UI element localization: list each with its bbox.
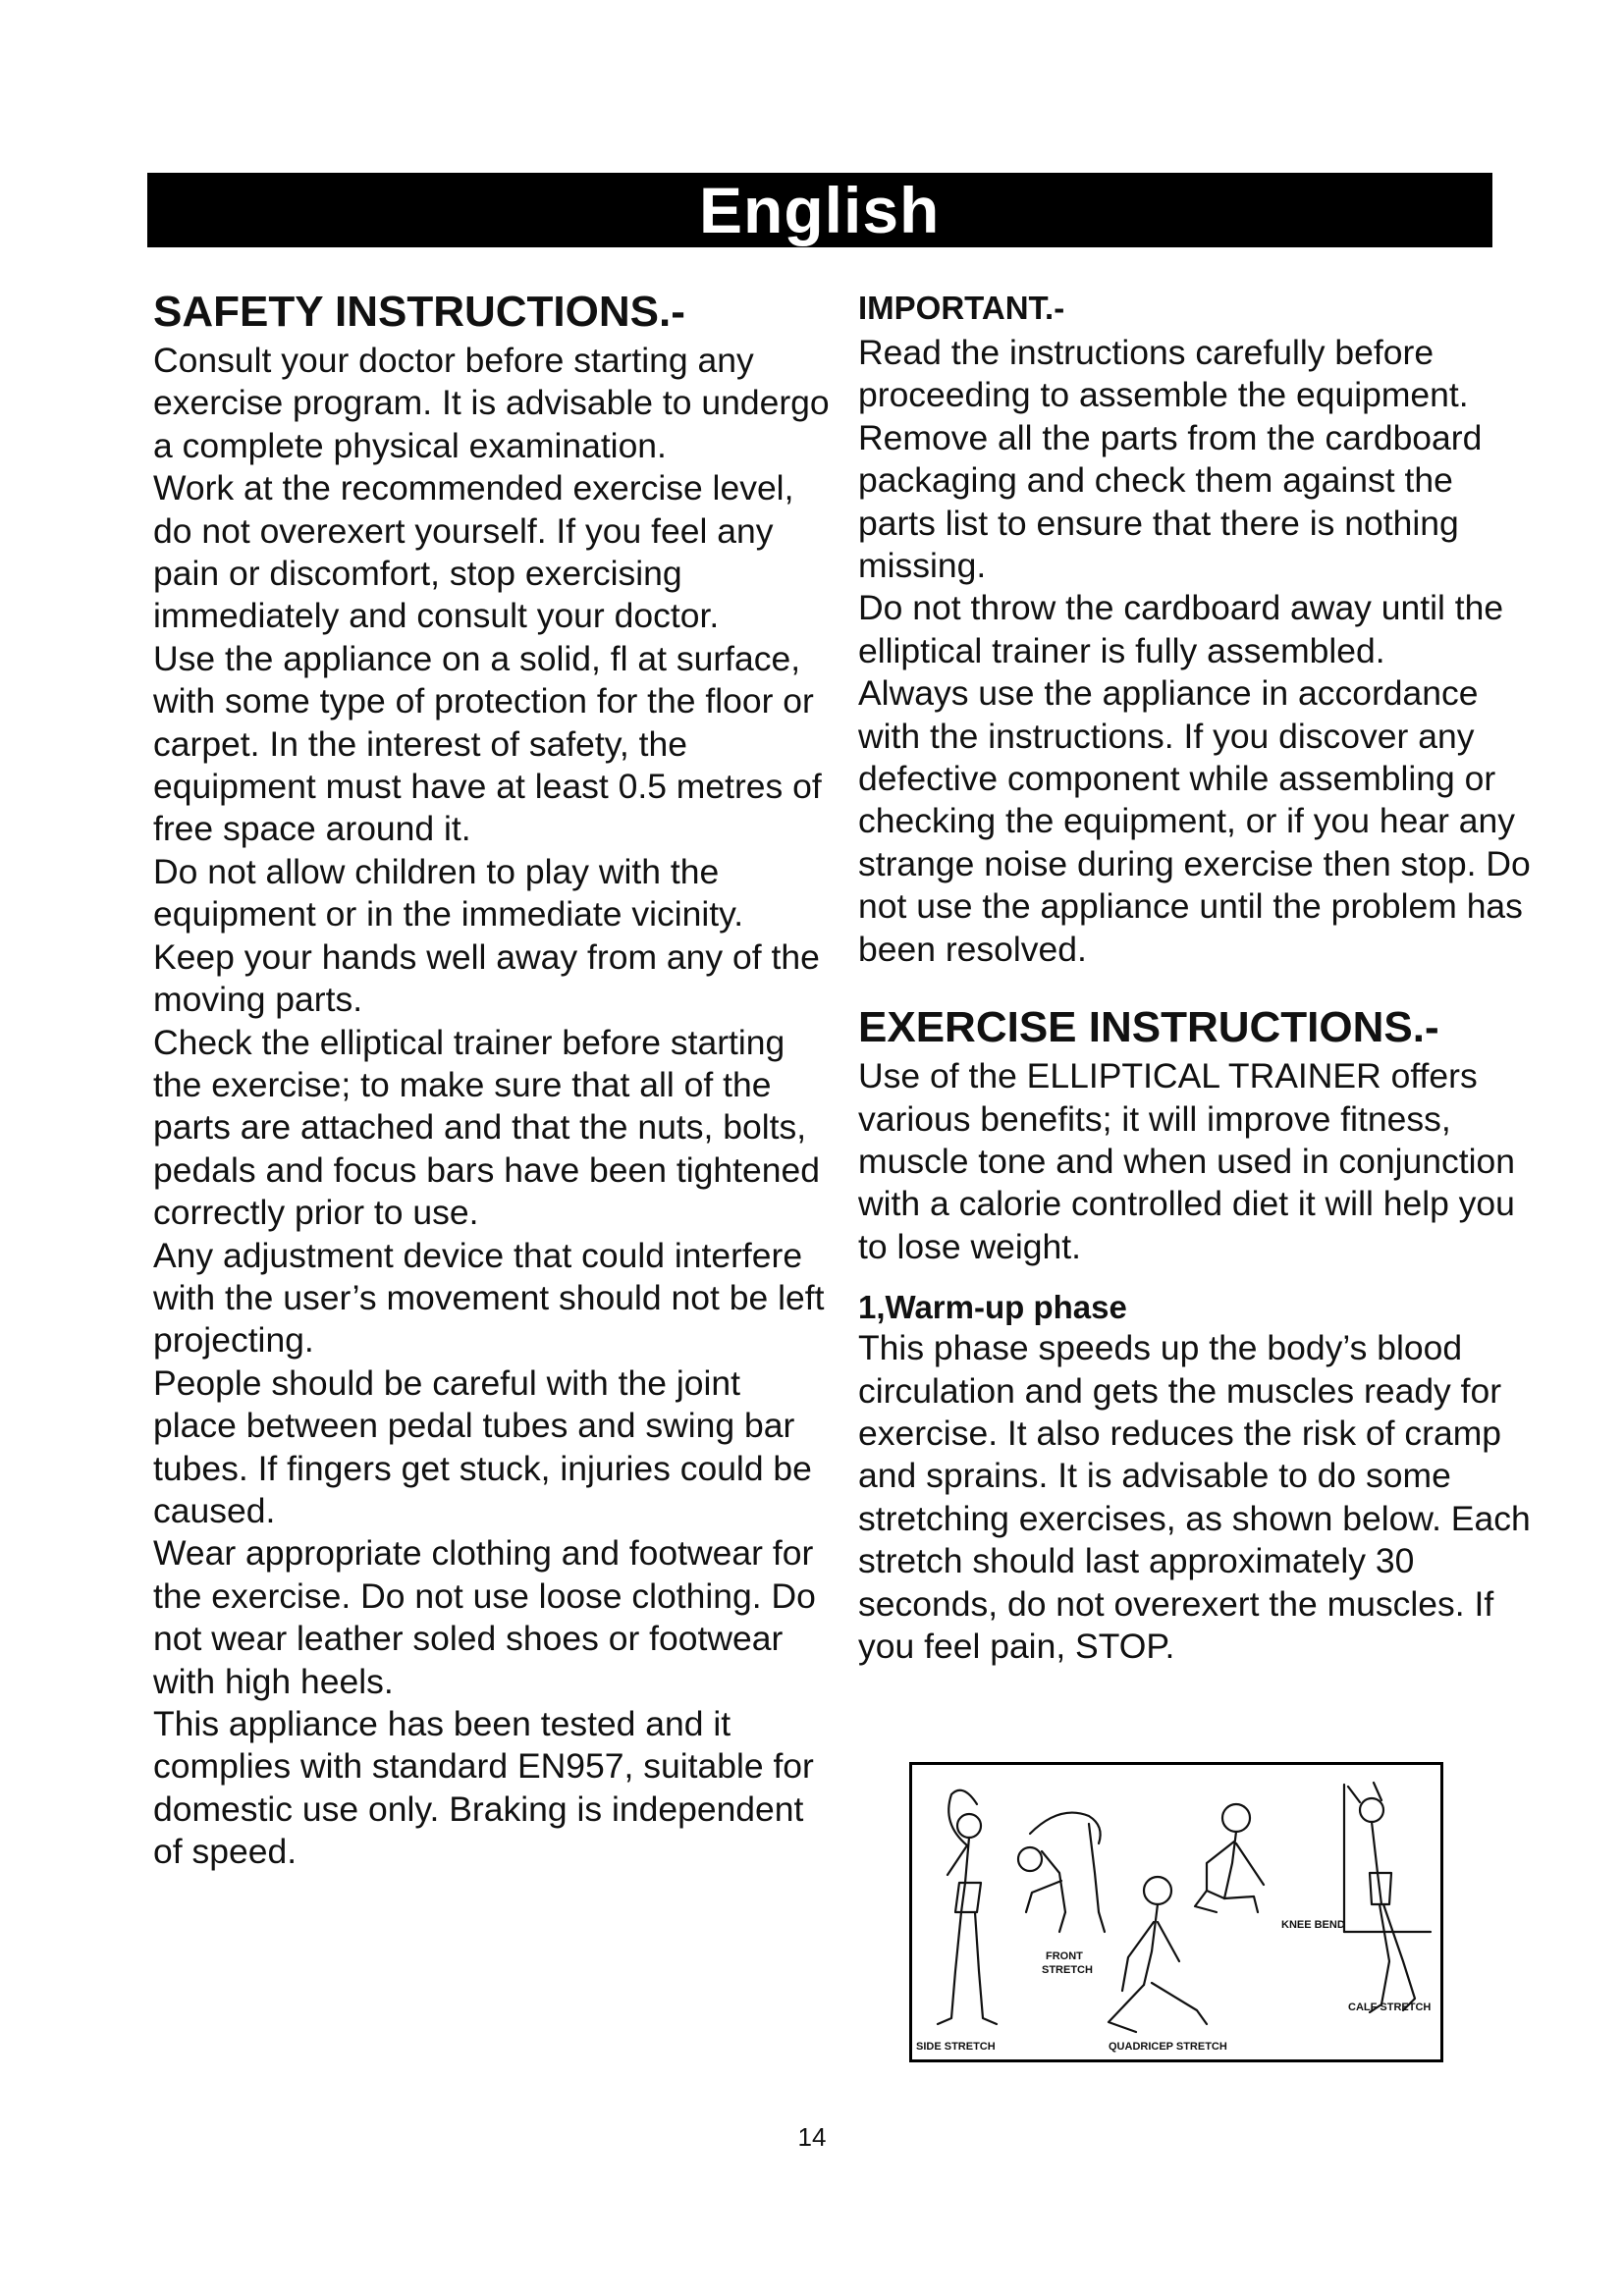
right-column <box>858 285 1536 1668</box>
safety-paragraph: Check the elliptical trainer before starting the exercise; to make sure that all of the parts are attached and that the nuts, bolts, pedals and focus bars have been tightened correctly prior to use. <box>153 1022 820 1233</box>
exercise-heading: EXERCISE INSTRUCTIONS.- <box>858 1003 1439 1052</box>
calf-stretch-figure <box>1344 1783 1431 2012</box>
important-paragraph: Read the instructions carefully before proceeding to assemble the equipment. Remove all the parts from the cardboard packaging and check them against the parts list to ensure that there is nothing missing. <box>858 333 1483 586</box>
important-paragraph: Always use the appliance in accordance with the instructions. If you discover any defective component while assembling or checking the equipment, or if you hear any strange noise during exercise then stop. Do not use the appliance until the problem has been resolved. <box>858 673 1531 969</box>
exercise-paragraph: Use of the ELLIPTICAL TRAINER offers various benefits; it will improve fitness, muscle tone and when used in conjunction with a calorie controlled diet it will help you to lose weight. <box>858 1056 1516 1266</box>
left-column <box>153 285 831 1874</box>
calf-stretch-label: CALF STRETCH <box>1348 2002 1432 2013</box>
front-stretch-figure <box>1018 1813 1105 1932</box>
stretching-illustration <box>909 1762 1443 2062</box>
stretching-figures <box>912 1765 1440 2059</box>
warmup-paragraph: This phase speeds up the body’s blood circulation and gets the muscles ready for exercise. It also reduces the risk of cramp and sprains. It is advisable to do some stretching exercises, as shown below. Each stretch should last approximately 30 seconds, do not overexert the muscles. If you feel pain, STOP. <box>858 1328 1531 1666</box>
safety-heading: SAFETY INSTRUCTIONS.- <box>153 288 685 336</box>
safety-paragraph: Wear appropriate clothing and footwear for the exercise. Do not use loose clothing. Do not wear leather soled shoes or footwear with high heels. <box>153 1533 816 1701</box>
safety-paragraph: Any adjustment device that could interfere with the user’s movement should not be left projecting. <box>153 1235 825 1361</box>
side-stretch-figure <box>938 1790 997 2024</box>
knee-bend-figure <box>1195 1804 1264 1912</box>
quadricep-stretch-label: QUADRICEP STRETCH <box>1109 2041 1227 2053</box>
knee-bend-label: KNEE BEND <box>1281 1919 1345 1931</box>
safety-paragraph: Consult your doctor before starting any exercise program. It is advisable to undergo a complete physical examination. <box>153 341 830 465</box>
side-stretch-label: SIDE STRETCH <box>916 2041 996 2053</box>
warmup-heading: 1,Warm-up phase <box>858 1289 1127 1326</box>
language-title: English <box>699 174 941 246</box>
front-stretch-label-2: STRETCH <box>1042 1964 1093 1976</box>
quadricep-stretch-figure <box>1109 1877 1207 2032</box>
safety-paragraph: This appliance has been tested and it complies with standard EN957, suitable for domestic use only. Braking is independent of speed. <box>153 1704 814 1872</box>
safety-paragraph: Use the appliance on a solid, fl at surface, with some type of protection for the floor or carpet. In the interest of safety, the equipment must have at least 0.5 metres of free space around it. <box>153 638 822 849</box>
important-paragraph: Do not throw the cardboard away until the elliptical trainer is fully assembled. <box>858 588 1504 670</box>
front-stretch-label-1: FRONT <box>1046 1950 1083 1962</box>
safety-paragraph: Do not allow children to play with the equipment or in the immediate vicinity. Keep your hands well away from any of the moving parts. <box>153 851 820 1020</box>
safety-paragraph: Work at the recommended exercise level, do not overexert yourself. If you feel any pain or discomfort, stop exercising immediately and consult your doctor. <box>153 468 794 636</box>
important-heading: IMPORTANT.- <box>858 290 1065 326</box>
safety-paragraph: People should be careful with the joint place between pedal tubes and swing bar tubes. If fingers get stuck, injuries could be caused. <box>153 1362 812 1530</box>
page-number: 14 <box>797 2122 827 2152</box>
